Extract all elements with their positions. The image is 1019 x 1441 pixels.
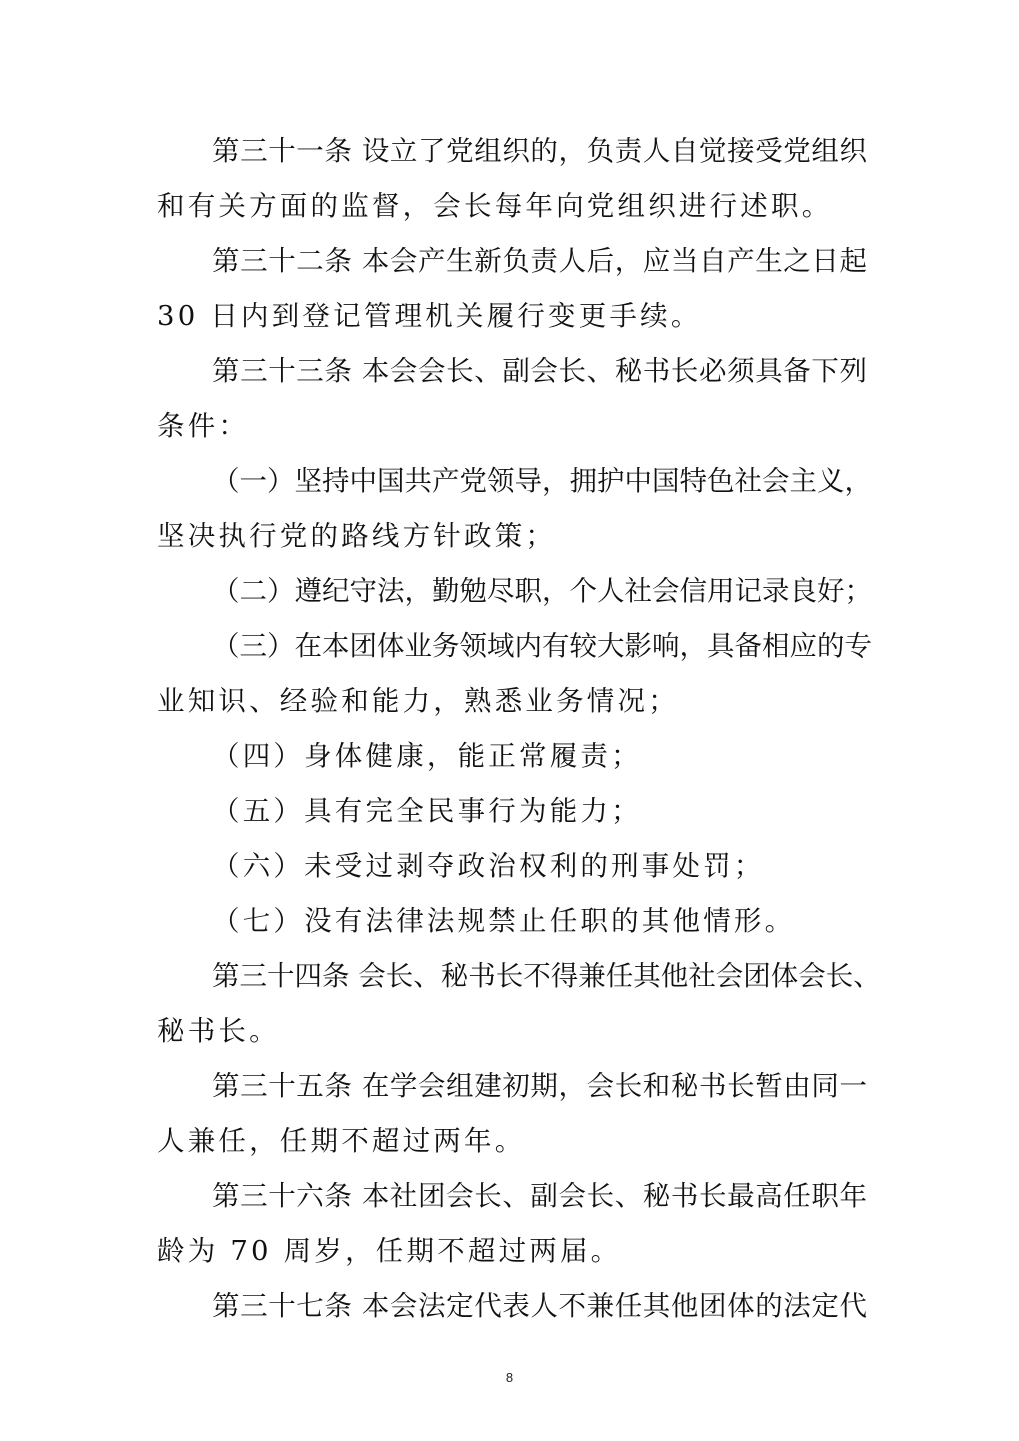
text-line: （三）在本团体业务领域内有较大影响，具备相应的专 [212, 630, 872, 662]
text-line: 30 日内到登记管理机关履行变更手续。 [157, 300, 702, 332]
text-line: 第三十一条 设立了党组织的，负责人自觉接受党组织 [212, 135, 867, 167]
text-line: 第三十四条 会长、秘书长不得兼任其他社会团体会长、 [212, 960, 881, 992]
text-line: 人兼任，任期不超过两年。 [157, 1125, 526, 1157]
text-line: 龄为 70 周岁，任期不超过两届。 [157, 1235, 622, 1267]
text-line: 条件： [157, 410, 250, 442]
text-line: 第三十二条 本会产生新负责人后，应当自产生之日起 [212, 245, 867, 277]
text-line: 第三十七条 本会法定代表人不兼任其他团体的法定代 [212, 1290, 867, 1322]
text-line: （六）未受过剥夺政治权利的刑事处罚； [212, 850, 765, 882]
text-line: 业知识、经验和能力，熟悉业务情况； [157, 685, 679, 717]
page-number: 8 [505, 1370, 514, 1385]
text-line: 和有关方面的监督，会长每年向党组织进行述职。 [157, 190, 833, 222]
text-line: 第三十五条 在学会组建初期，会长和秘书长暂由同一 [212, 1070, 867, 1102]
text-line: 秘书长。 [157, 1015, 280, 1047]
text-line: （四）身体健康，能正常履责； [212, 740, 642, 772]
text-line: （五）具有完全民事行为能力； [212, 795, 642, 827]
text-line: （二）遵纪守法，勤勉尽职，个人社会信用记录良好； [212, 575, 872, 607]
text-line: （一）坚持中国共产党领导，拥护中国特色社会主义， [212, 465, 872, 497]
text-line: （七）没有法律法规禁止任职的其他情形。 [212, 905, 796, 937]
text-line: 第三十六条 本社团会长、副会长、秘书长最高任职年 [212, 1180, 867, 1212]
text-line: 第三十三条 本会会长、副会长、秘书长必须具备下列 [212, 355, 867, 387]
text-line: 坚决执行党的路线方针政策； [157, 520, 557, 552]
